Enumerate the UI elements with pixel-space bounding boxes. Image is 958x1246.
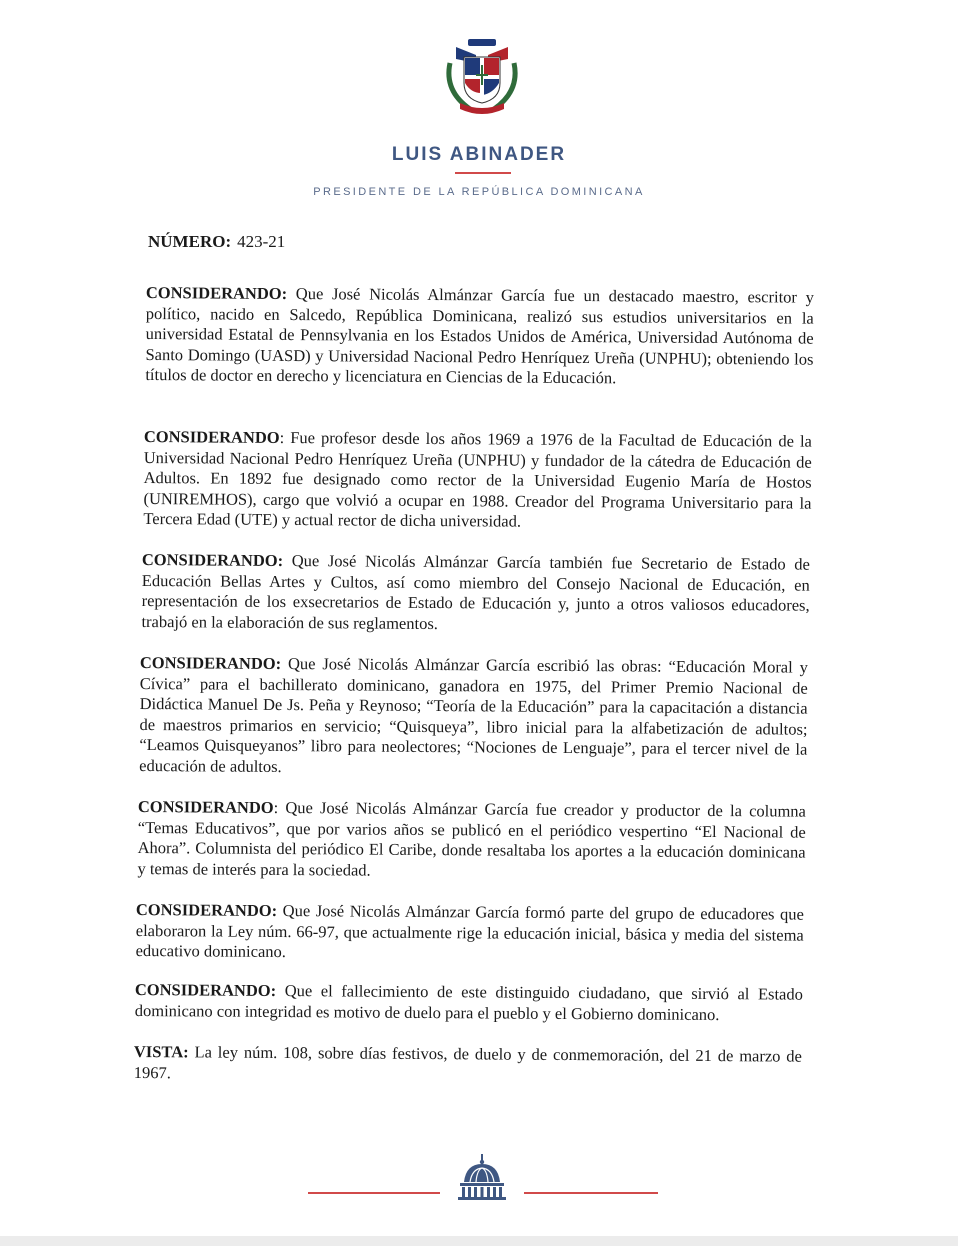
paragraph-text: : Que José Nicolás Almánzar García fue creador y productor de la columna “Temas Educativos”, que por varios años se publicó en el periódico vespertino “El Nacional de Ahora”. Columnista del periódico El Caribe, donde resaltaba los aportes a la educación dominicana y temas de interés para la sociedad. [137,797,806,880]
paragraph-label: VISTA: [133,1042,189,1062]
footer-divider-right [524,1192,658,1194]
paragraph-label: CONSIDERANDO [137,797,274,817]
paragraph-text: La ley núm. 108, sobre días festivos, de duelo y de conmemoración, del 21 de marzo de 1967. [133,1042,802,1082]
decree-number-value: 423-21 [237,232,286,251]
paragraph-label: CONSIDERANDO: [134,980,277,1000]
paragraph-considerando-5 [137,797,806,884]
paragraph-considerando-6 [136,900,804,966]
footer-divider-left [308,1192,440,1194]
paragraph-text: Que José Nicolás Almánzar García también fue Secretario de Estado de Educación Bellas Artes y Cultos, así como miembro del Consejo Nacional de Educación, en representación de los exsecretarios de Estado de Educación y, junto a otros valiosos educadores, trabajó en la elaboración de sus reglamentos. [141,550,810,633]
paragraph-text: Que José Nicolás Almánzar García escribió las obras: “Educación Moral y Cívica” para el bachillerato dominicano, ganadora en 1975, del Primer Premio Nacional de Didáctica Manuel De Js. Peña y Reynoso; “Teoría de la Educación” para la capacitación a distancia de maestros primarios en servicio; “Quisqueya”, libro inicial para la alfabetización de adultos; “Leamos Quisqueyanos” libro para neolectores; “Nociones de Lenguaje”, para el tercer nivel de la educación de adultos. [139,653,808,776]
national-palace-dome-icon [454,1152,510,1200]
header-divider [455,172,511,174]
president-title: PRESIDENTE DE LA REPÚBLICA DOMINICANA [313,186,645,198]
president-name: LUIS ABINADER [391,144,567,165]
coat-of-arms-icon [440,33,524,117]
paragraph-text: Que José Nicolás Almánzar García formó parte del grupo de educadores que elaboraron la Ley núm. 66-97, que actualmente rige la educación inicial, básica y media del sistema educativo dominicano. [135,900,804,962]
paragraph-label: CONSIDERANDO [143,427,280,447]
paragraph-considerando-3 [141,550,810,637]
paragraph-text: Que el fallecimiento de este distinguido ciudadano, que sirvió al Estado dominicano con integridad es motivo de duelo para el pueblo y el Gobierno dominicano. [134,980,803,1024]
page-bottom-edge [0,1236,958,1246]
paragraph-label: CONSIDERANDO: [145,283,288,303]
paragraph-vista [134,1042,802,1088]
decree-number-label: NÚMERO: [148,232,232,251]
paragraph-label: CONSIDERANDO: [139,653,282,673]
paragraph-considerando-7 [135,980,803,1026]
decree-number [148,232,285,252]
paragraph-text: : Fue profesor desde los años 1969 a 1976 de la Facultad de Educación de la Universidad Nacional Pedro Henríquez Ureña (UNPHU) y fundador de la cátedra de Educación de Adultos. En 1892 fue designado como rector de la Universidad Eugenio María de Hostos (UNIREMHOS), cargo que volvió a ocupar en 1988. Creador del Programa Universitario para la Tercera Edad (UTE) y actual rector de dicha universidad. [143,427,812,532]
paragraph-label: CONSIDERANDO: [141,550,284,570]
paragraph-considerando-1 [145,283,814,391]
paragraph-considerando-4 [139,653,808,781]
paragraph-considerando-2 [143,427,812,535]
paragraph-label: CONSIDERANDO: [135,900,278,920]
paragraph-text: Que José Nicolás Almánzar García fue un destacado maestro, escritor y político, nacido en Salcedo, República Dominicana, realizó sus estudios universitarios en la universidad Estatal de Pennsylvania en los Estados Unidos de América, Universidad Autónoma de Santo Domingo (UASD) y Universidad Nacional Pedro Henríquez Ureña (UNPHU); obteniendo los títulos de doctor en derecho y licenciatura en Ciencias de la Educación. [145,283,814,388]
